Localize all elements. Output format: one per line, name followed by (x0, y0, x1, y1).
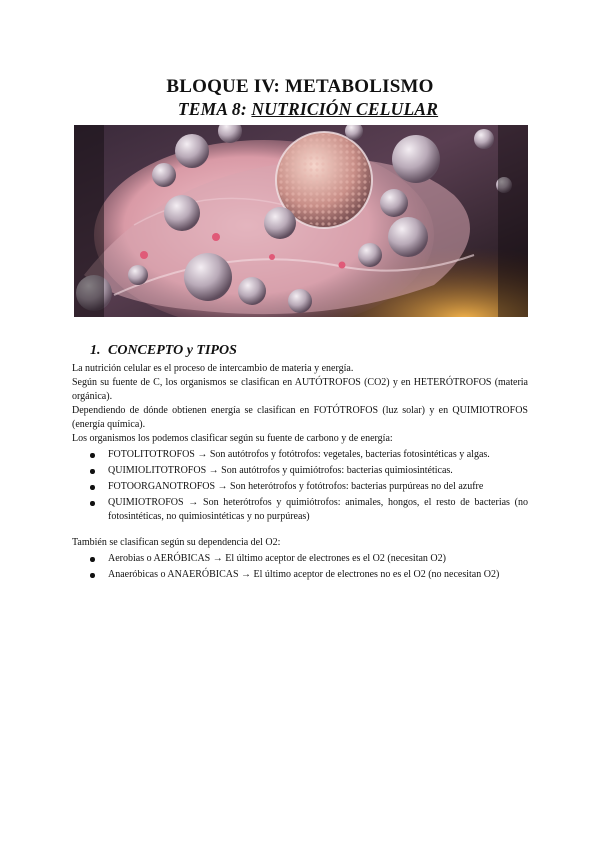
list-item (72, 496, 528, 524)
hero-cell-image (74, 125, 528, 317)
bullet-icon (90, 501, 95, 506)
bullet-icon (90, 557, 95, 562)
paragraph: Los organismos los podemos clasificar según su fuente de carbono y de energía: (72, 433, 393, 444)
list-item (72, 464, 528, 478)
list-item-text: Anaeróbicas o ANAERÓBICAS → El último aceptor de electrones no es el O2 (no necesitan O2) (108, 569, 500, 580)
oxygen-list (72, 552, 528, 584)
list-item (72, 552, 528, 566)
paragraph: Según su fuente de C, los organismos se clasifican en AUTÓTROFOS (CO2) y en HETERÓTROFOS (materia orgánica). (72, 377, 528, 402)
paragraph: La nutrición celular es el proceso de intercambio de materia y energía. (72, 363, 354, 374)
list-item-text: FOTOORGANOTROFOS → Son heterótrofos y fotótrofos: bacterias purpúreas no del azufre (108, 481, 484, 492)
bullet-icon (90, 485, 95, 490)
topic-prefix: TEMA 8: (177, 99, 252, 119)
list-item (72, 568, 528, 582)
list-item-text: QUIMIOLITOTROFOS → Son autótrofos y quimiótrofos: bacterias quimiosintéticas. (108, 465, 453, 476)
bullet-icon (90, 453, 95, 458)
list-item-text: FOTOLITOTROFOS → Son autótrofos y fotótrofos: vegetales, bacterias fotosintéticas y algas. (108, 449, 490, 460)
bullet-icon (90, 573, 95, 578)
section-number: 1. (90, 343, 101, 358)
list-item (72, 448, 528, 462)
bullet-icon (90, 469, 95, 474)
page-title: BLOQUE IV: METABOLISMO (166, 76, 434, 97)
paragraph: También se clasifican según su dependencia del O2: (72, 537, 281, 548)
topic-name: NUTRICIÓN CELULAR (251, 99, 439, 119)
section-heading (90, 343, 237, 359)
list-item (72, 480, 528, 494)
paragraph: Dependiendo de dónde obtienen energía se clasifican en FOTÓTROFOS (luz solar) y en QUIMIOTROFOS (energía química). (72, 405, 528, 430)
classification-list (72, 448, 528, 526)
cell-illustration (74, 125, 528, 317)
list-item-text: Aerobias o AERÓBICAS → El último aceptor de electrones es el O2 (necesitan O2) (108, 553, 446, 564)
section-title: CONCEPTO y TIPOS (108, 343, 237, 358)
list-item-text: QUIMIOTROFOS → Son heterótrofos y quimiótrofos: animales, hongos, el resto de bacterias (no fotosintéticas, no quimiosintéticas y no purpúreas) (108, 497, 528, 522)
topic-title (8, 99, 600, 120)
